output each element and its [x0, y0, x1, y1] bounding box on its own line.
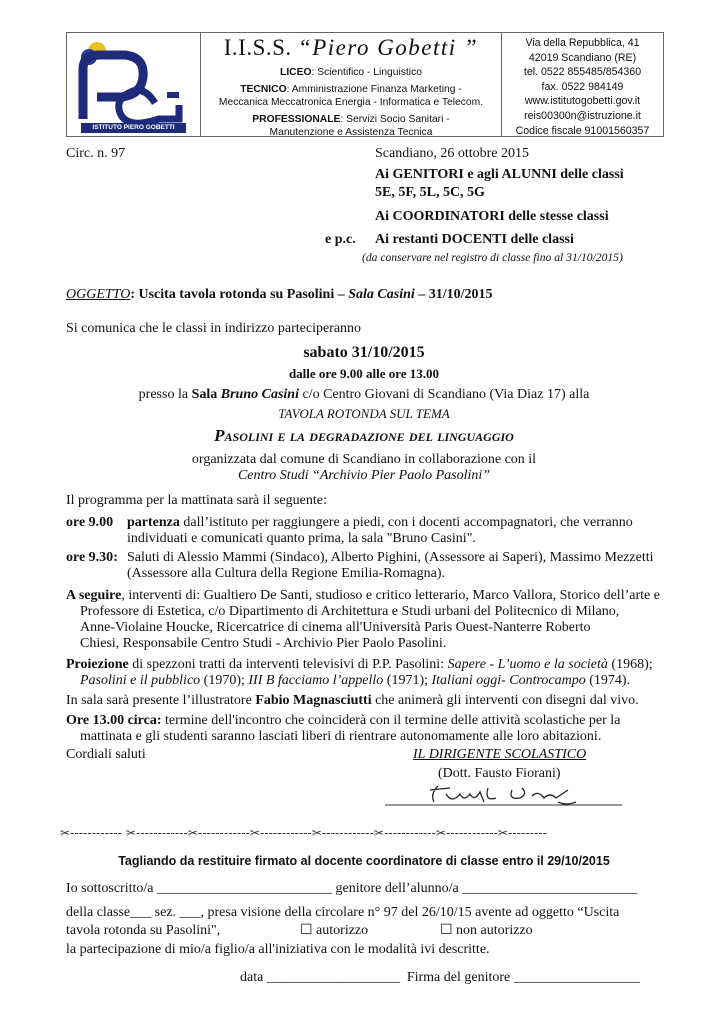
- subject-line: [66, 286, 493, 303]
- signatory-name: (Dott. Fausto Fiorani): [438, 766, 561, 781]
- speakers-label: A seguire: [66, 588, 122, 603]
- film-3: III B facciamo l’appello: [248, 673, 384, 688]
- tecnico-line-2: Meccanica Meccatronica Energia - Informatica e Telecom.: [218, 97, 484, 108]
- event-theme: Pasolini e la degradazione del linguaggio: [214, 426, 514, 445]
- school-name: “Piero Gobetti ”: [297, 35, 479, 60]
- coupon-sign-line: [240, 969, 640, 986]
- coupon-signer-label: Io sottoscritto/a: [66, 881, 157, 896]
- departure-text: dall’istituto per raggiungere a piedi, con i docenti accompagnatori, che verranno: [179, 515, 633, 530]
- program-item-departure: [127, 514, 667, 531]
- tecnico-text: : Amministrazione Finanza Marketing -: [286, 83, 462, 95]
- location-name: Bruno Casini: [220, 387, 299, 402]
- address-web: www.istitutogobetti.gov.it: [524, 95, 641, 108]
- coupon-line-2: della classe___ sez. ___, presa visione della circolare n° 97 del 26/10/15 avente ad oggetto “Uscita: [66, 905, 620, 920]
- recipients-line-2: 5E, 5F, 5L, 5C, 5G: [375, 185, 485, 200]
- circular-number: Circ. n. 97: [66, 146, 126, 161]
- prof-line-2: Manutenzione e Assistenza Tecnica: [269, 127, 433, 138]
- time-0930: ore 9.30:: [66, 550, 118, 565]
- greetings-text: Saluti di Alessio Mammi (Sindaco), Alberto Pighini, (Assessore ai Saperi), Massimo Mezzetti: [127, 550, 654, 565]
- projection-line-1: [66, 656, 653, 673]
- date-field[interactable]: ___________________: [266, 970, 400, 985]
- school-prefix: I.I.S.S.: [223, 35, 298, 60]
- liceo-line: [201, 66, 501, 80]
- cut-line: ✂------------ ✂------------✂------------✂------------✂------------✂------------✂------------✂---------: [60, 826, 547, 840]
- signatory-role: IL DIRIGENTE SCOLASTICO: [413, 747, 587, 762]
- speakers-line-2: Professore di Estetica, c/o Dipartimento di Architettura e Studi urbani del Politecnico di Milano,: [80, 604, 620, 619]
- place-date: Scandiano, 26 ottobre 2015: [375, 146, 529, 161]
- departure-label: partenza: [127, 515, 180, 530]
- time-0930-label: ore 9.30: [66, 550, 114, 565]
- parent-signature-field[interactable]: __________________: [513, 970, 640, 985]
- address-cf: Codice fiscale 91001560357: [515, 124, 650, 137]
- logo-label: ISTITUTO PIERO GOBETTI: [81, 123, 186, 133]
- end-text: termine dell'incontro che coinciderà con il termine delle attività scolastiche per la: [161, 713, 621, 728]
- event-organizer: organizzata dal comune di Scandiano in collaborazione con il: [191, 452, 537, 467]
- pc-label: e p.c.: [325, 232, 356, 247]
- event-location: [66, 386, 662, 403]
- student-name-field[interactable]: _________________________: [462, 881, 638, 896]
- authorize-option[interactable]: ☐ autorizzo: [300, 923, 369, 938]
- school-info-cell: [201, 33, 502, 136]
- subject-text: : Uscita tavola rotonda su Pasolini –: [130, 287, 349, 302]
- recipients-line-3: Ai COORDINATORI delle stesse classi: [375, 209, 609, 224]
- speakers-line-1: [66, 587, 660, 604]
- subject-date: – 31/10/2015: [414, 287, 493, 302]
- film-4-year: (1974).: [585, 673, 631, 688]
- program-intro: Il programma per la mattinata sarà il seguente:: [66, 493, 327, 508]
- address-city: 42019 Scandiano (RE): [528, 51, 637, 64]
- greetings-text-2: (Assessore alla Cultura della Regione Emilia-Romagna).: [127, 566, 446, 581]
- letterhead: [66, 32, 664, 137]
- prof-label: PROFESSIONALE: [252, 113, 341, 125]
- address-email: reis00300n@istruzione.it: [524, 109, 641, 122]
- signature: [380, 780, 630, 812]
- closing-greeting: Cordiali saluti: [66, 747, 146, 762]
- illustrator-line: [66, 692, 639, 709]
- coupon-student-label: genitore dell’alunno/a: [332, 881, 463, 896]
- coupon-line-4: la partecipazione di mio/a figlio/a all'iniziativa con le modalità ivi descritte.: [66, 942, 490, 957]
- time-0900: ore 9.00: [66, 515, 114, 530]
- projection-text: di spezzoni tratti da interventi televisivi di P.P. Pasolini:: [128, 657, 448, 672]
- illustrator-pre: In sala sarà presente l’illustratore: [66, 693, 256, 708]
- subject-sala: Sala Casini: [348, 287, 415, 302]
- location-sala: Sala: [191, 387, 221, 402]
- film-3-year: (1971);: [383, 673, 432, 688]
- departure-text-2: individuati e comunicati quanto prima, la sala "Bruno Casini".: [127, 531, 476, 546]
- coupon-title: Tagliando da restituire firmato al docente coordinatore di classe entro il 29/10/2015: [118, 854, 610, 868]
- recipients-line-4: Ai restanti DOCENTI delle classi: [375, 232, 574, 247]
- subject-label: OGGETTO: [66, 287, 131, 302]
- event-day: sabato 31/10/2015: [303, 344, 425, 361]
- intro-text: Si comunica che le classi in indirizzo parteciperanno: [66, 321, 362, 336]
- signer-name-field[interactable]: _________________________: [157, 881, 332, 896]
- projection-line-2: [80, 672, 630, 689]
- event-hours: dalle ore 9.00 alle ore 13.00: [288, 366, 440, 381]
- end-line-2: mattinata e gli studenti saranno lasciati liberi di rientrare autonomamente alle loro abitazioni.: [80, 729, 602, 744]
- illustrator-name: Fabio Magnasciutti: [255, 693, 372, 708]
- event-centro: Centro Studi “Archivio Pier Paolo Pasolini”: [237, 468, 491, 483]
- coupon-line-3: tavola rotonda su Pasolini",: [66, 923, 221, 938]
- film-4: Italiani oggi- Controcampo: [431, 673, 586, 688]
- location-post: c/o Centro Giovani di Scandiano (Via Diaz 17) alla: [298, 387, 590, 402]
- date-label: data: [240, 970, 267, 985]
- speakers-line-3: Anne-Violaine Houcke, Ricercatrice di cinema all'Università Paris Ouest-Nanterre Roberto: [80, 620, 591, 635]
- prof-text: : Servizi Socio Sanitari -: [340, 113, 450, 125]
- end-line-1: [66, 712, 620, 729]
- address-tel: tel. 0522 855485/854360: [523, 66, 642, 79]
- projection-label: Proiezione: [66, 657, 129, 672]
- coupon-line-1: [66, 880, 637, 897]
- address-street: Via della Repubblica, 41: [525, 37, 640, 49]
- film-1-year: (1968);: [607, 657, 653, 672]
- film-1: Sapere - L’uomo e la società: [447, 657, 608, 672]
- liceo-label: LICEO: [280, 67, 312, 78]
- location-pre: presso la: [138, 387, 192, 402]
- prof-line: [201, 113, 501, 127]
- parent-signature-label: Firma del genitore: [399, 970, 514, 985]
- register-note: (da conservare nel registro di classe fino al 31/10/2015): [362, 251, 623, 264]
- film-2-year: (1970);: [200, 673, 249, 688]
- event-tavola: TAVOLA ROTONDA SUL TEMA: [278, 406, 450, 421]
- liceo-text: : Scientifico - Linguistico: [311, 67, 422, 78]
- address-fax: fax. 0522 984149: [541, 80, 624, 93]
- film-2: Pasolini e il pubblico: [80, 673, 201, 688]
- address-cell: [502, 33, 663, 139]
- illustrator-post: che animerà gli interventi con disegni dal vivo.: [371, 693, 639, 708]
- tecnico-line: [201, 83, 501, 97]
- not-authorize-option[interactable]: ☐ non autorizzo: [440, 923, 533, 938]
- school-logo: [67, 33, 200, 136]
- school-title: [201, 35, 501, 61]
- end-label: Ore 13.00 circa:: [66, 713, 162, 728]
- recipients-line-1: Ai GENITORI e agli ALUNNI delle classi: [375, 167, 624, 182]
- logo-cell: [67, 33, 201, 136]
- speakers-text: , interventi di: Gualtiero De Santi, studioso e critico letterario, Marco Vallora, Storico dell’arte e: [121, 588, 660, 603]
- tecnico-label: TECNICO: [240, 83, 287, 95]
- speakers-line-4: Chiesi, Responsabile Centro Studi - Archivio Pier Paolo Pasolini.: [80, 636, 447, 651]
